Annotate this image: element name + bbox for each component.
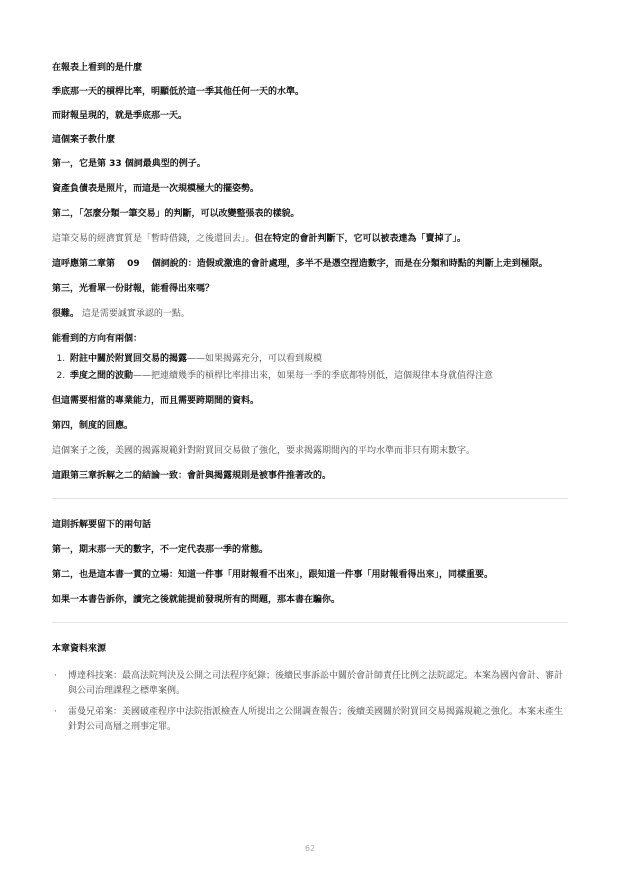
paragraph-chapter-two-reference: 這呼應第二章第 09 個詞說的：造假或激進的會計處理，多半不是憑空捏造數字，而是在分類和時點的判斷上走到極限。: [52, 259, 548, 269]
bullet-icon: ·: [54, 671, 57, 681]
source-text-boda: 博達科技案：最高法院判決及公開之司法程序紀錄；後續民事訴訟中關於會計師責任比例之法院認定。本案為國內會計、審計與公司治理課程之標準案例。: [68, 671, 564, 696]
source-text-lehman: 雷曼兄弟案：美國破產程序中法院指派檢查人所提出之公開調查報告；後續美國關於附買回交易揭露規範之強化。本案未產生針對公司高層之刑事定罪。: [68, 707, 564, 732]
source-item-lehman: [52, 705, 568, 735]
paragraph-report-shows-quarter-end: 而財報呈現的，就是季底那一天。: [52, 111, 188, 121]
lesson-second: 第二，「怎麼分類一筆交易」的判斷，可以改變整張表的樣貌。: [52, 209, 300, 219]
list-item: [68, 351, 568, 368]
section-divider: [52, 498, 568, 499]
section-heading-lessons: 這個案子教什麼: [52, 135, 116, 145]
direction-1-text: ——如果揭露充分，可以看到規模: [187, 354, 323, 364]
paragraph-quarter-end-leverage: 季底那一天的槓桿比率，明顯低於這一季其他任何一天的水準。: [52, 87, 305, 97]
economic-substance-bold: 但在特定的會計判斷下，它可以被表達為「賣掉了」。: [254, 234, 467, 244]
bullet-icon: ·: [54, 707, 57, 717]
section-heading-two-sentences: 這則拆解要留下的兩句話: [52, 520, 152, 530]
list-item: [68, 368, 568, 385]
lesson-third: 第三，光看單一份財報，能看得出來嗎？: [52, 284, 215, 294]
lesson-fourth: 第四，制度的回應。: [52, 421, 134, 431]
hard-to-tell-bold: 很難。: [52, 309, 80, 319]
paragraph-balance-sheet-photo: 資產負債表是照片，而這是一次規模極大的擺姿勢。: [52, 184, 260, 194]
paragraph-expertise-needed: 但這需要相當的專業能力，而且需要跨期間的資料。: [52, 396, 260, 406]
paragraph-book-warning: 如果一本書告訴你，讀完之後就能提前發現所有的問題，那本書在騙你。: [52, 595, 341, 605]
takeaway-first: 第一，期末那一天的數字，不一定代表那一季的常態。: [52, 545, 269, 555]
economic-substance-text: 這筆交易的經濟實質是「暫時借錢，之後還回去」。: [52, 234, 255, 244]
direction-1-bold: 附註中關於附買回交易的揭露: [70, 354, 188, 364]
lesson-first: 第一，它是第 33 個詞最典型的例子。: [52, 159, 206, 169]
page-content: [52, 60, 568, 741]
hard-to-tell-text: 這是需要誠實承認的一點。: [81, 309, 190, 319]
direction-2-text: ——把連續幾季的槓桿比率排出來，如果每一季的季底都特別低，這個規律本身就值得注意: [133, 371, 494, 381]
directions-list: [52, 351, 568, 385]
paragraph-disclosure-reform: 這個案子之後，美國的揭露規範針對附買回交易做了強化，要求揭露期間內的平均水準而非只有期末數字。: [52, 446, 476, 456]
source-item-boda: [52, 669, 568, 699]
direction-2-bold: 季度之間的波動: [70, 371, 134, 381]
directions-heading: 能看到的方向有兩個：: [52, 334, 143, 344]
section-divider: [52, 622, 568, 623]
section-heading-balance-sheet-view: 在報表上看到的是什麼: [52, 63, 143, 73]
page-number: 62: [304, 844, 316, 853]
sources-heading: 本章資料來源: [52, 644, 107, 654]
takeaway-second: 第二，也是這本書一貫的立場：知道一件事「用財報看不出來」，跟知道一件事「用財報看得出來」，同樣重要。: [52, 570, 494, 580]
paragraph-economic-substance: [52, 231, 568, 247]
paragraph-hard-to-tell: [52, 306, 568, 322]
paragraph-conclusion: 這跟第三章拆解之二的結論一致：會計與揭露規則是被事件推著改的。: [52, 471, 332, 481]
